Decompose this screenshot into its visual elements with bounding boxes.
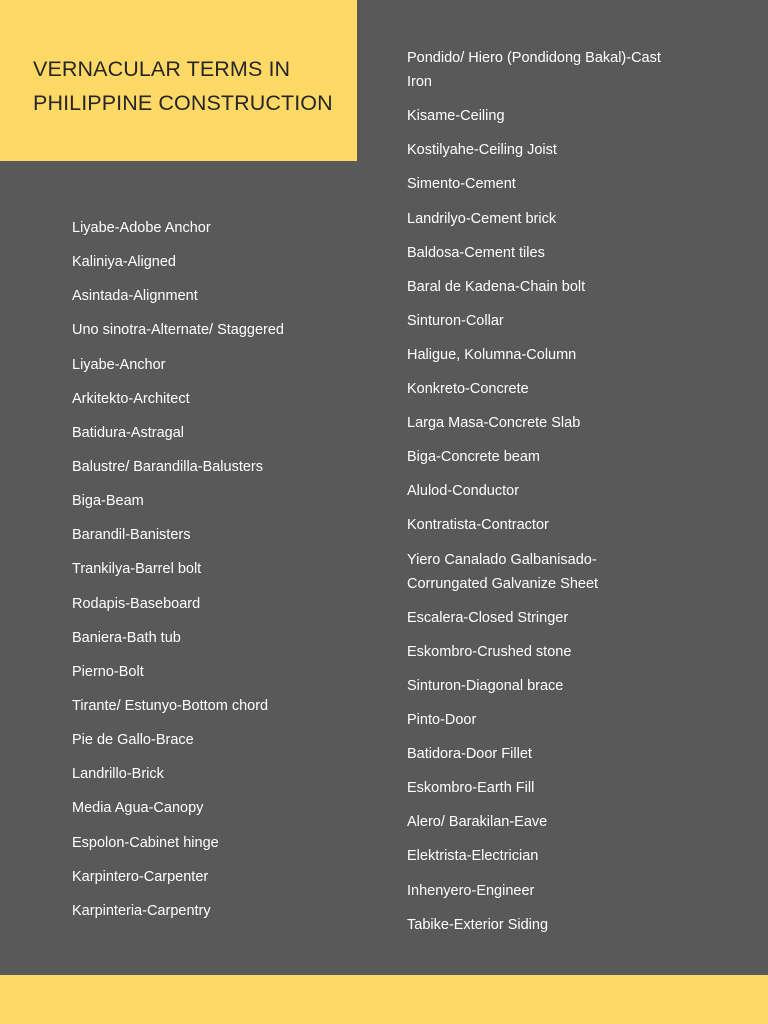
term-item: Escalera-Closed Stringer — [407, 609, 569, 626]
term-item: Pierno-Bolt — [72, 663, 144, 680]
term-item: Kontratista-Contractor — [407, 517, 549, 534]
term-item: Tabike-Exterior Siding — [407, 916, 549, 933]
term-item: Karpintero-Carpenter — [72, 868, 209, 885]
term-item: Larga Masa-Concrete Slab — [407, 415, 581, 432]
term-item: Alero/ Barakilan-Eave — [407, 814, 548, 831]
term-item: Balustre/ Barandilla-Balusters — [72, 458, 264, 475]
term-list-left — [72, 216, 352, 933]
term-item: Landrilyo-Cement brick — [407, 210, 557, 227]
term-item: Pinto-Door — [407, 712, 477, 729]
term-item: Trankilya-Barrel bolt — [72, 561, 202, 578]
term-item: Media Agua-Canopy — [72, 800, 204, 817]
term-item: Haligue, Kolumna-Column — [407, 346, 577, 363]
term-item: Alulod-Conductor — [407, 483, 520, 500]
term-item — [407, 548, 707, 606]
footer-band — [0, 975, 768, 1024]
term-item: Batidura-Astragal — [72, 424, 185, 441]
term-line: Iron — [407, 74, 432, 90]
term-item: Barandil-Banisters — [72, 527, 191, 544]
term-item: Liyabe-Anchor — [72, 356, 166, 373]
term-item: Karpinteria-Carpentry — [72, 902, 211, 919]
term-item: Kisame-Ceiling — [407, 108, 505, 125]
term-item: Espolon-Cabinet hinge — [72, 834, 219, 851]
term-item: Arkitekto-Architect — [72, 390, 190, 407]
term-item: Asintada-Alignment — [72, 288, 198, 305]
term-item: Uno sinotra-Alternate/ Staggered — [72, 322, 284, 339]
term-item — [407, 46, 707, 104]
term-item: Simento-Cement — [407, 176, 516, 193]
term-item: Inhenyero-Engineer — [407, 882, 535, 899]
title-banner — [0, 0, 357, 161]
term-item: Sinturon-Collar — [407, 312, 504, 329]
term-item: Biga-Beam — [72, 493, 144, 510]
term-item: Liyabe-Adobe Anchor — [72, 220, 211, 236]
term-item: Konkreto-Concrete — [407, 381, 529, 398]
term-item: Sinturon-Diagonal brace — [407, 678, 564, 694]
term-item: Kostilyahe-Ceiling Joist — [407, 142, 557, 159]
term-item: Rodapis-Baseboard — [72, 595, 201, 612]
term-item: Tirante/ Estunyo-Bottom chord — [72, 697, 269, 714]
term-item: Elektrista-Electrician — [407, 848, 539, 865]
term-item: Kaliniya-Aligned — [72, 254, 176, 271]
term-line: Pondido/ Hiero (Pondidong Bakal)-Cast — [407, 50, 661, 66]
title-line-1: VERNACULAR TERMS IN — [33, 57, 291, 81]
term-item: Batidora-Door Fillet — [407, 746, 532, 763]
term-list-right — [407, 46, 707, 947]
term-line: Yiero Canalado Galbanisado- — [407, 551, 597, 568]
term-line: Corrungated Galvanize Sheet — [407, 575, 599, 592]
term-item: Landrillo-Brick — [72, 766, 164, 783]
term-item: Eskombro-Earth Fill — [407, 780, 535, 797]
term-item: Eskombro-Crushed stone — [407, 643, 572, 660]
term-item: Biga-Concrete beam — [407, 449, 540, 466]
term-item: Baral de Kadena-Chain bolt — [407, 278, 586, 295]
term-item: Baldosa-Cement tiles — [407, 244, 545, 261]
page-title — [33, 52, 343, 120]
term-item: Baniera-Bath tub — [72, 629, 181, 646]
term-item: Pie de Gallo-Brace — [72, 732, 194, 749]
title-line-2: PHILIPPINE CONSTRUCTION — [33, 91, 333, 115]
